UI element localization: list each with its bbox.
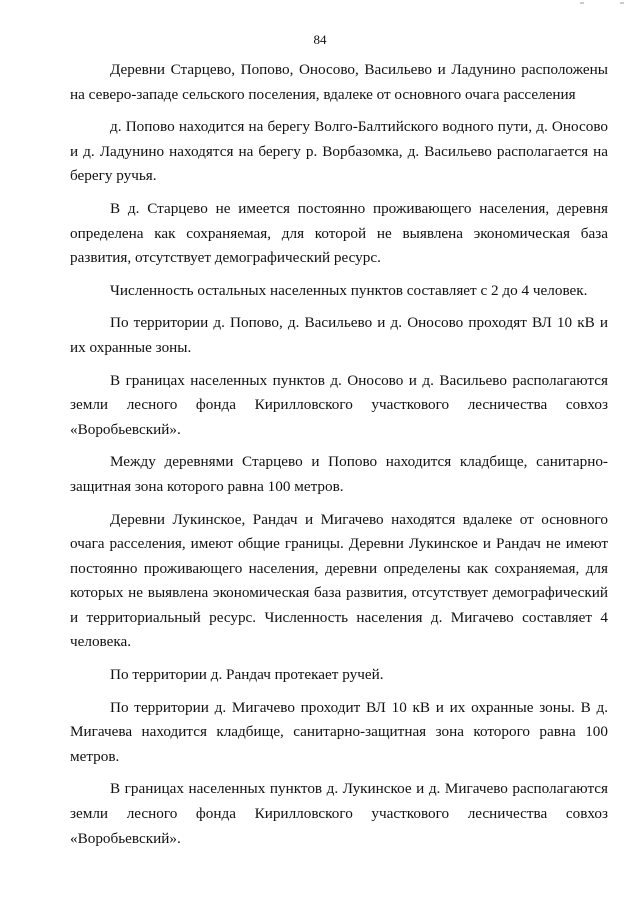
paragraph: По территории д. Мигачево проходит ВЛ 10 кВ и их охранные зоны. В д. Мигачева находится кладбище, санитарно-защитная зона которого равна 100 метров.: [70, 698, 608, 765]
paragraph: В границах населенных пунктов д. Оносово и д. Васильево располагаются земли лесного фонда Кирилловского участкового лесничества совхоз «Воробьевский».: [70, 371, 608, 438]
paragraph: В д. Старцево не имеется постоянно проживающего населения, деревня определена как сохраняемая, для которой не выявлена экономическая база развития, отсутствует демографический ресурс.: [70, 199, 608, 267]
paragraph: Численность остальных населенных пунктов составляет с 2 до 4 человек.: [110, 281, 588, 299]
paragraph: д. Попово находится на берегу Волго-Балтийского водного пути, д. Оносово и д. Ладунино находятся на берегу р. Ворбазомка, д. Васильево располагается на берегу ручья.: [70, 118, 608, 185]
scan-edge-mark: [560, 0, 640, 10]
paragraph: В границах населенных пунктов д. Лукинское и д. Мигачево располагаются земли лесного фонда Кирилловского участкового лесничества совхоз «Воробьевский».: [70, 780, 608, 847]
document-body: [70, 58, 608, 859]
paragraph: По территории д. Рандач протекает ручей.: [110, 666, 384, 684]
paragraph: Между деревнями Старцево и Попово находится кладбище, санитарно-защитная зона которого равна 100 метров.: [70, 453, 608, 495]
paragraph: Деревни Лукинское, Рандач и Мигачево находятся вдалеке от основного очага расселения, имеют общие границы. Деревни Лукинское и Рандач не имеют постоянно проживающего населения, деревни определены как сохраняемая, для которых не выявлена экономическая база развития, отсутствует демографический и территориальный ресурс. Численность населения д. Мигачево составляет 4 человека.: [70, 510, 608, 651]
page-number: 84: [313, 32, 327, 47]
paragraph: По территории д. Попово, д. Васильево и д. Оносово проходят ВЛ 10 кВ и их охранные зоны.: [70, 314, 608, 356]
paragraph: Деревни Старцево, Попово, Оносово, Васильево и Ладунино расположены на северо-западе сельского поселения, вдалеке от основного очага расселения: [70, 61, 608, 103]
